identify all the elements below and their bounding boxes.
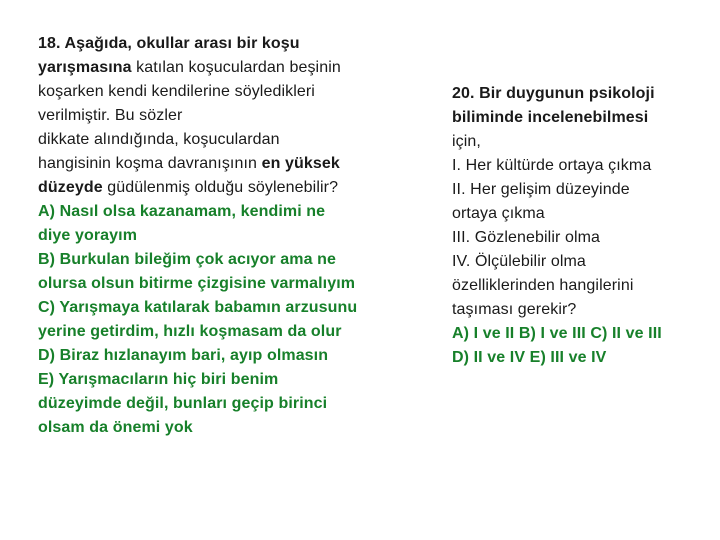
question-18 <box>38 32 383 440</box>
stem-line <box>452 178 692 202</box>
stem-line <box>38 152 383 176</box>
stem-line <box>452 274 692 298</box>
stem-line <box>38 176 383 200</box>
option-line: düzeyimde değil, bunları geçip birinci <box>38 395 328 412</box>
stem-text: ortaya çıkma <box>452 205 545 222</box>
option-line: olsam da önemi yok <box>38 419 193 436</box>
stem-line <box>38 56 383 80</box>
stem-line <box>38 32 383 56</box>
stem-line <box>38 104 383 128</box>
stem-line <box>38 128 383 152</box>
option-line: D) Biraz hızlanayım bari, ayıp olmasın <box>38 347 329 364</box>
stem-line <box>452 154 692 178</box>
stem-text: katılan koşuculardan beşinin <box>131 59 341 76</box>
stem-line <box>452 202 692 226</box>
stem-text: güdülenmiş olduğu söylenebilir? <box>102 179 339 196</box>
question-20 <box>452 82 692 370</box>
stem-line <box>452 226 692 250</box>
stem-text: I. Her kültürde ortaya çıkma <box>452 157 652 174</box>
stem-text: hangisinin koşma davranışının <box>38 155 262 172</box>
question-18-stem <box>38 32 383 200</box>
stem-line <box>452 106 692 130</box>
stem-line <box>452 250 692 274</box>
option-line: A) Nasıl olsa kazanamam, kendimi ne <box>38 203 326 220</box>
stem-text: II. Her gelişim düzeyinde <box>452 181 630 198</box>
stem-text: 20. Bir duygunun psikoloji <box>452 85 655 102</box>
option-line: yerine getirdim, hızlı koşmasam da olur <box>38 323 342 340</box>
stem-text: yarışmasına <box>38 59 132 76</box>
option-line: A) I ve II B) I ve III C) II ve III <box>452 325 662 342</box>
option-line: B) Burkulan bileğim çok acıyor ama ne <box>38 251 337 268</box>
stem-text: biliminde incelenebilmesi <box>452 109 649 126</box>
stem-text: taşıması gerekir? <box>452 301 577 318</box>
question-20-stem <box>452 82 692 322</box>
stem-text: için, <box>452 133 481 150</box>
question-18-options <box>38 200 383 440</box>
stem-text: düzeyde <box>38 179 103 196</box>
stem-line <box>452 298 692 322</box>
option-line: diye yorayım <box>38 227 138 244</box>
stem-text: 18. Aşağıda, okullar arası bir koşu <box>38 35 300 52</box>
stem-text: IV. Ölçülebilir olma <box>452 253 586 270</box>
stem-text: verilmiştir. Bu sözler <box>38 107 183 124</box>
stem-text: dikkate alındığında, koşuculardan <box>38 131 280 148</box>
stem-text: en yüksek <box>261 155 340 172</box>
stem-line <box>38 80 383 104</box>
option-line: olursa olsun bitirme çizgisine varmalıyım <box>38 275 356 292</box>
stem-text: özelliklerinden hangilerini <box>452 277 634 294</box>
stem-text: koşarken kendi kendilerine söyledikleri <box>38 83 315 100</box>
stem-text: III. Gözlenebilir olma <box>452 229 601 246</box>
question-20-options <box>452 322 692 370</box>
stem-line <box>452 130 692 154</box>
stem-line <box>452 82 692 106</box>
option-line: E) Yarışmacıların hiç biri benim <box>38 371 279 388</box>
option-line: C) Yarışmaya katılarak babamın arzusunu <box>38 299 358 316</box>
option-line: D) II ve IV E) III ve IV <box>452 349 607 366</box>
